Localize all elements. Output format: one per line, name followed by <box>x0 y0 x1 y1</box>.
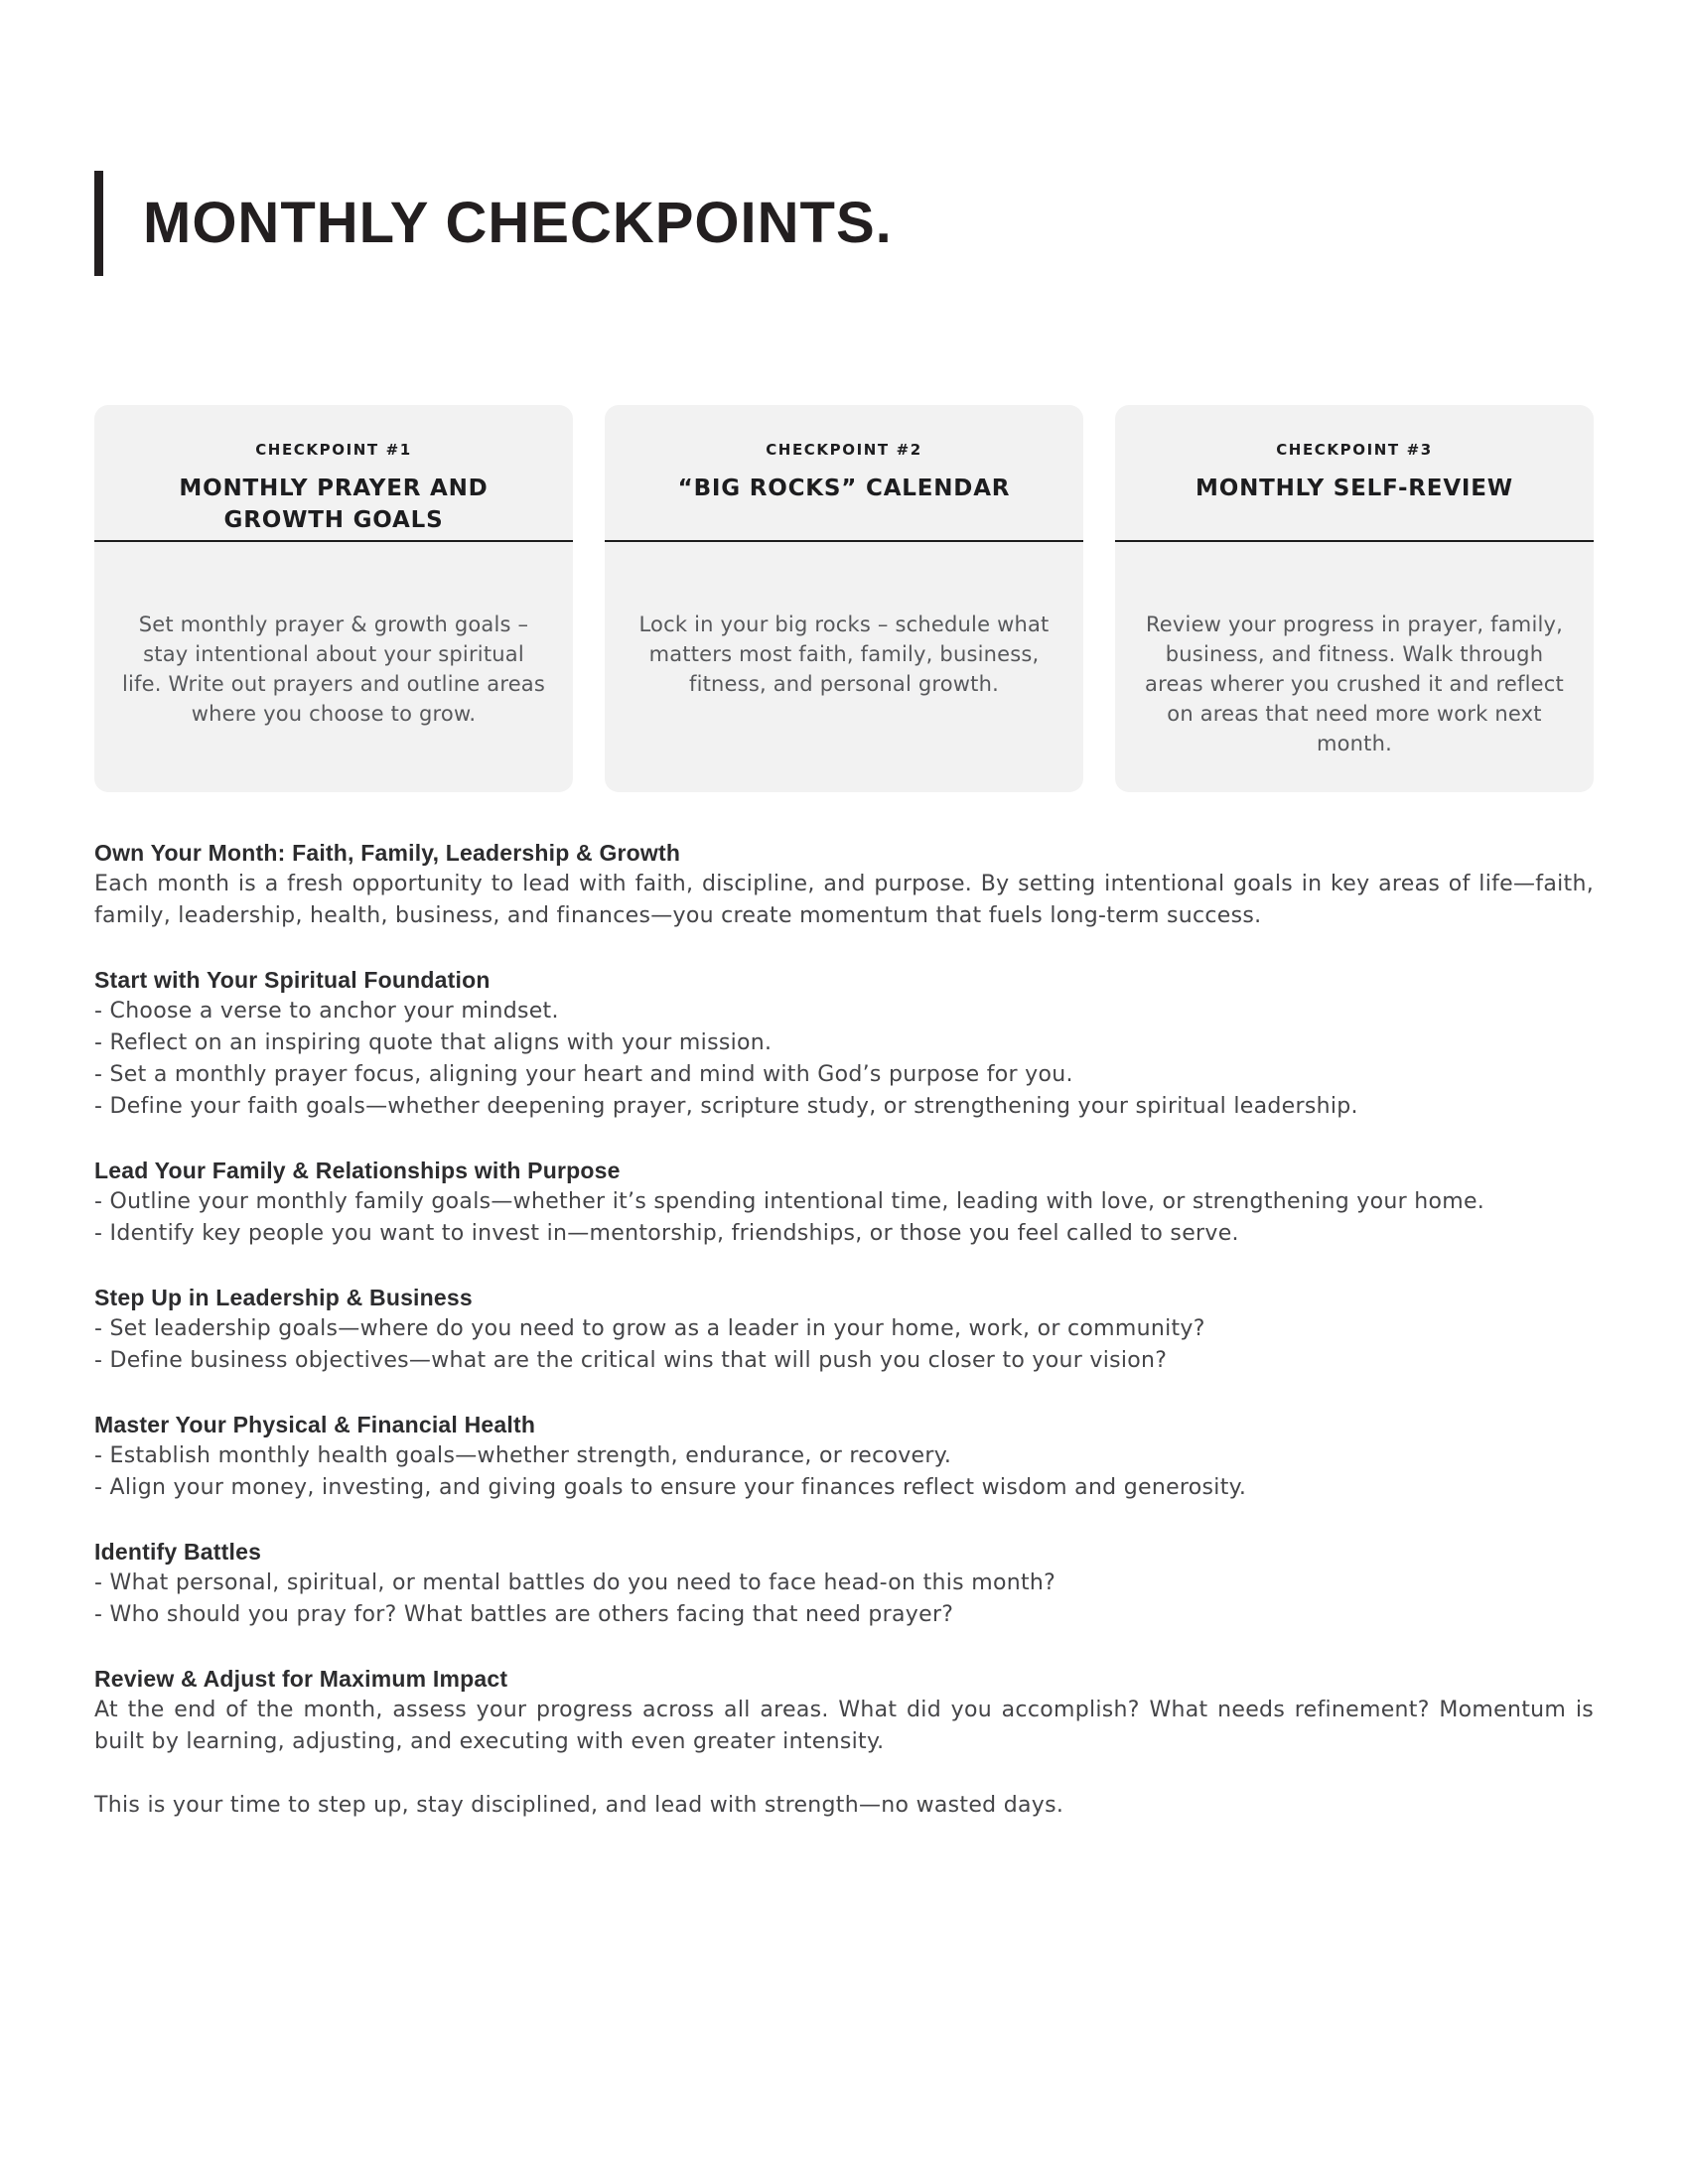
section-heading: Own Your Month: Faith, Family, Leadership & Growth <box>94 840 681 866</box>
section-heading: Lead Your Family & Relationships with Purpose <box>94 1158 621 1183</box>
bullet-line: - Establish monthly health goals—whether strength, endurance, or recovery. <box>94 1443 952 1468</box>
checkpoint-card-1 <box>94 405 573 792</box>
section-paragraph: Each month is a fresh opportunity to lead with faith, discipline, and purpose. By setting intentional goals in key areas of life—faith, family, leadership, health, business, and finances—you create momentum that fuels long-term success. <box>94 872 1594 928</box>
section-paragraph: At the end of the month, assess your progress across all areas. What did you accomplish? What needs refinement? Momentum is built by learning, adjusting, and executing with even greater intensity. <box>94 1698 1594 1754</box>
bullet-line: - Identify key people you want to invest in—mentorship, friendships, or those you feel called to serve. <box>94 1221 1239 1246</box>
checkpoint-label: CHECKPOINT #1 <box>255 441 412 459</box>
checkpoint-title: MONTHLY SELF-REVIEW <box>1196 476 1513 501</box>
section-review-adjust <box>94 1663 1594 1758</box>
section-heading: Review & Adjust for Maximum Impact <box>94 1666 508 1692</box>
checkpoint-title: MONTHLY PRAYER AND GROWTH GOALS <box>179 476 489 533</box>
bullet-line: - Align your money, investing, and giving goals to ensure your finances reflect wisdom and generosity. <box>94 1475 1247 1500</box>
checkpoint-card-2 <box>605 405 1083 792</box>
checkpoint-title: “BIG ROCKS” CALENDAR <box>677 476 1011 501</box>
section-spiritual-foundation <box>94 964 1594 1123</box>
section-physical-financial-health <box>94 1409 1594 1504</box>
title-accent-bar <box>94 171 103 276</box>
bullet-line: - Choose a verse to anchor your mindset. <box>94 999 559 1024</box>
card-header <box>1115 405 1594 542</box>
closing-statement: This is your time to step up, stay disciplined, and lead with strength—no wasted days. <box>94 1793 1064 1818</box>
section-own-your-month <box>94 837 1594 932</box>
checkpoint-label: CHECKPOINT #3 <box>1276 441 1433 459</box>
section-family-relationships <box>94 1155 1594 1250</box>
page-header <box>94 0 1594 276</box>
card-header <box>94 405 573 542</box>
bullet-line: - Outline your monthly family goals—whether it’s spending intentional time, leading with love, or strengthening your home. <box>94 1189 1485 1214</box>
bullet-line: - Define business objectives—what are the critical wins that will push you closer to your vision? <box>94 1348 1168 1373</box>
bullet-line: - Define your faith goals—whether deepening prayer, scripture study, or strengthening your spiritual leadership. <box>94 1094 1358 1119</box>
bullet-line: - Who should you pray for? What battles are others facing that need prayer? <box>94 1602 954 1627</box>
bullet-line: - What personal, spiritual, or mental battles do you need to face head-on this month? <box>94 1570 1056 1595</box>
body-content <box>94 837 1594 1822</box>
checkpoint-description: Set monthly prayer & growth goals – stay intentional about your spiritual life. Write out prayers and outline areas where you choose to grow. <box>121 613 546 726</box>
bullet-line: - Set a monthly prayer focus, aligning your heart and mind with God’s purpose for you. <box>94 1062 1073 1087</box>
section-heading: Master Your Physical & Financial Health <box>94 1412 536 1437</box>
checkpoint-description: Review your progress in prayer, family, business, and fitness. Walk through areas wherer you crushed it and reflect on areas that need more work next month. <box>1145 613 1564 755</box>
section-heading: Start with Your Spiritual Foundation <box>94 967 491 993</box>
card-header <box>605 405 1083 542</box>
checkpoint-cards-row <box>94 405 1594 792</box>
checkpoint-card-3 <box>1115 405 1594 792</box>
section-leadership-business <box>94 1282 1594 1377</box>
bullet-line: - Reflect on an inspiring quote that aligns with your mission. <box>94 1030 773 1055</box>
bullet-line: - Set leadership goals—where do you need to grow as a leader in your home, work, or community? <box>94 1316 1205 1341</box>
section-heading: Identify Battles <box>94 1539 262 1565</box>
page-title: MONTHLY CHECKPOINTS. <box>143 191 893 255</box>
checkpoint-label: CHECKPOINT #2 <box>766 441 922 459</box>
section-identify-battles <box>94 1536 1594 1631</box>
checkpoint-description: Lock in your big rocks – schedule what matters most faith, family, business, fitness, and personal growth. <box>638 613 1050 696</box>
section-heading: Step Up in Leadership & Business <box>94 1285 473 1310</box>
